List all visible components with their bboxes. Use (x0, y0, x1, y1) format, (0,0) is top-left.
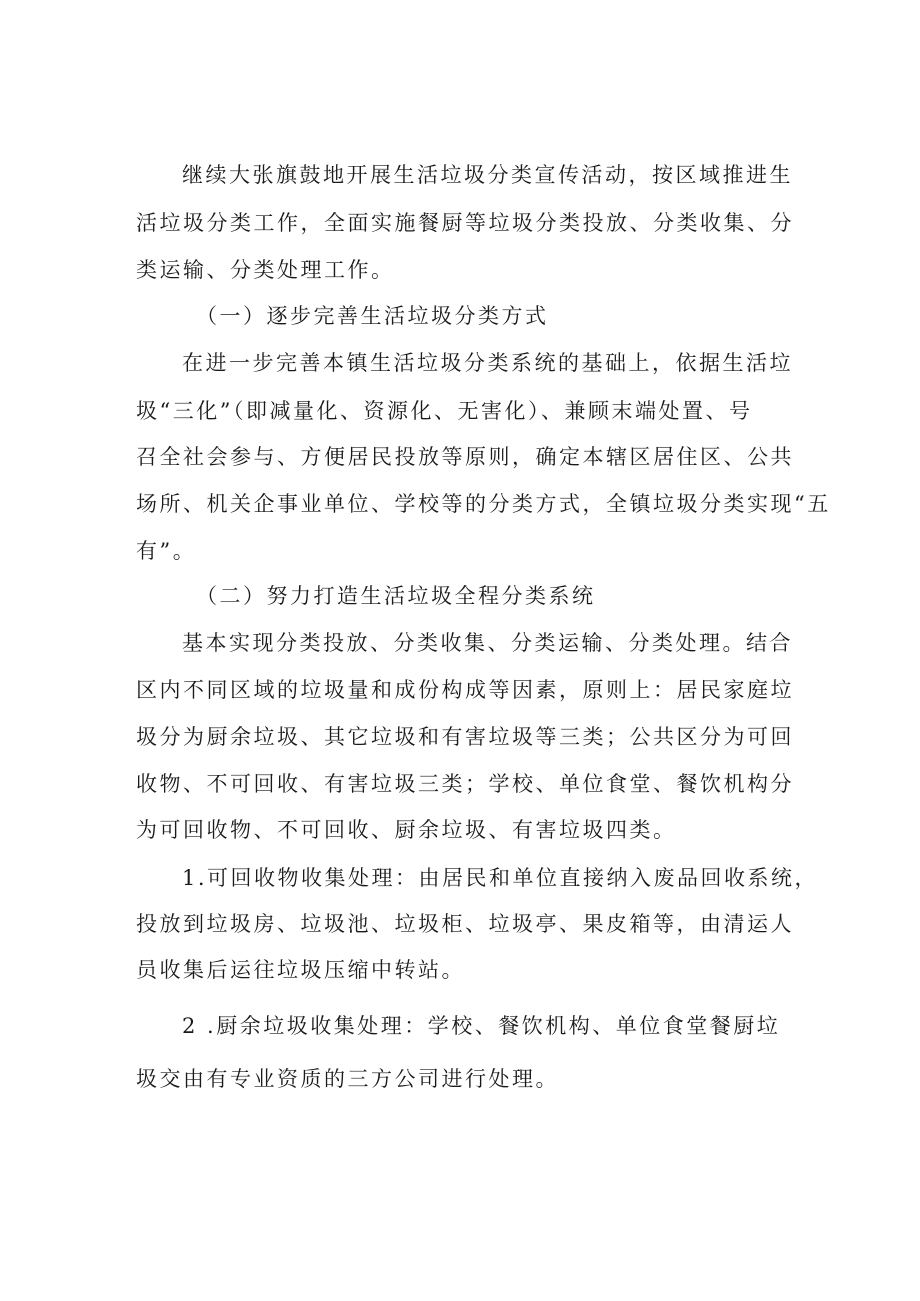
intro-line-3: 类运输、分类处理工作。 (136, 258, 395, 282)
item1-line-2: 投放到垃圾房、垃圾池、垃圾柜、垃圾亭、果皮箱等，由清运人 (136, 912, 794, 936)
item2-line-1: 2 .厨余垃圾收集处理：学校、餐饮机构、单位食堂餐厨垃 (182, 1014, 781, 1038)
section1-line-3: 召全社会参与、方便居民投放等原则，确定本辖区居住区、公共 (136, 445, 794, 469)
intro-line-2: 活垃圾分类工作，全面实施餐厨等垃圾分类投放、分类收集、分 (136, 211, 794, 235)
section1-line-4: 场所、机关企事业单位、学校等的分类方式，全镇垃圾分类实现“五 (136, 492, 831, 516)
item1-line-3: 员收集后运往垃圾压缩中转站。 (136, 958, 465, 982)
intro-line-1: 继续大张旗鼓地开展生活垃圾分类宣传活动，按区域推进生 (182, 163, 793, 187)
item1-line-1: 1.可回收物收集处理：由居民和单位直接纳入废品回收系统， (182, 866, 819, 890)
section1-line-2: 圾“三化”（即减量化、资源化、无害化）、兼顾末端处置、号 (136, 399, 753, 423)
item2-line-2: 圾交由有专业资质的三方公司进行处理。 (136, 1067, 559, 1091)
section2-heading: （二）努力打造生活垃圾全程分类系统 (196, 584, 596, 608)
section1-line-1: 在进一步完善本镇生活垃圾分类系统的基础上，依据生活垃 (182, 351, 793, 375)
section1-line-5: 有”。 (136, 539, 197, 563)
section1-heading: （一）逐步完善生活垃圾分类方式 (196, 304, 549, 328)
section2-line-3: 圾分为厨余垃圾、其它垃圾和有害垃圾等三类；公共区分为可回 (136, 725, 794, 749)
section2-line-5: 为可回收物、不可回收、厨余垃圾、有害垃圾四类。 (136, 818, 677, 842)
section2-line-1: 基本实现分类投放、分类收集、分类运输、分类处理。结合 (182, 631, 793, 655)
section2-line-2: 区内不同区域的垃圾量和成份构成等因素，原则上：居民家庭垃 (136, 678, 794, 702)
section2-line-4: 收物、不可回收、有害垃圾三类；学校、单位食堂、餐饮机构分 (136, 772, 794, 796)
